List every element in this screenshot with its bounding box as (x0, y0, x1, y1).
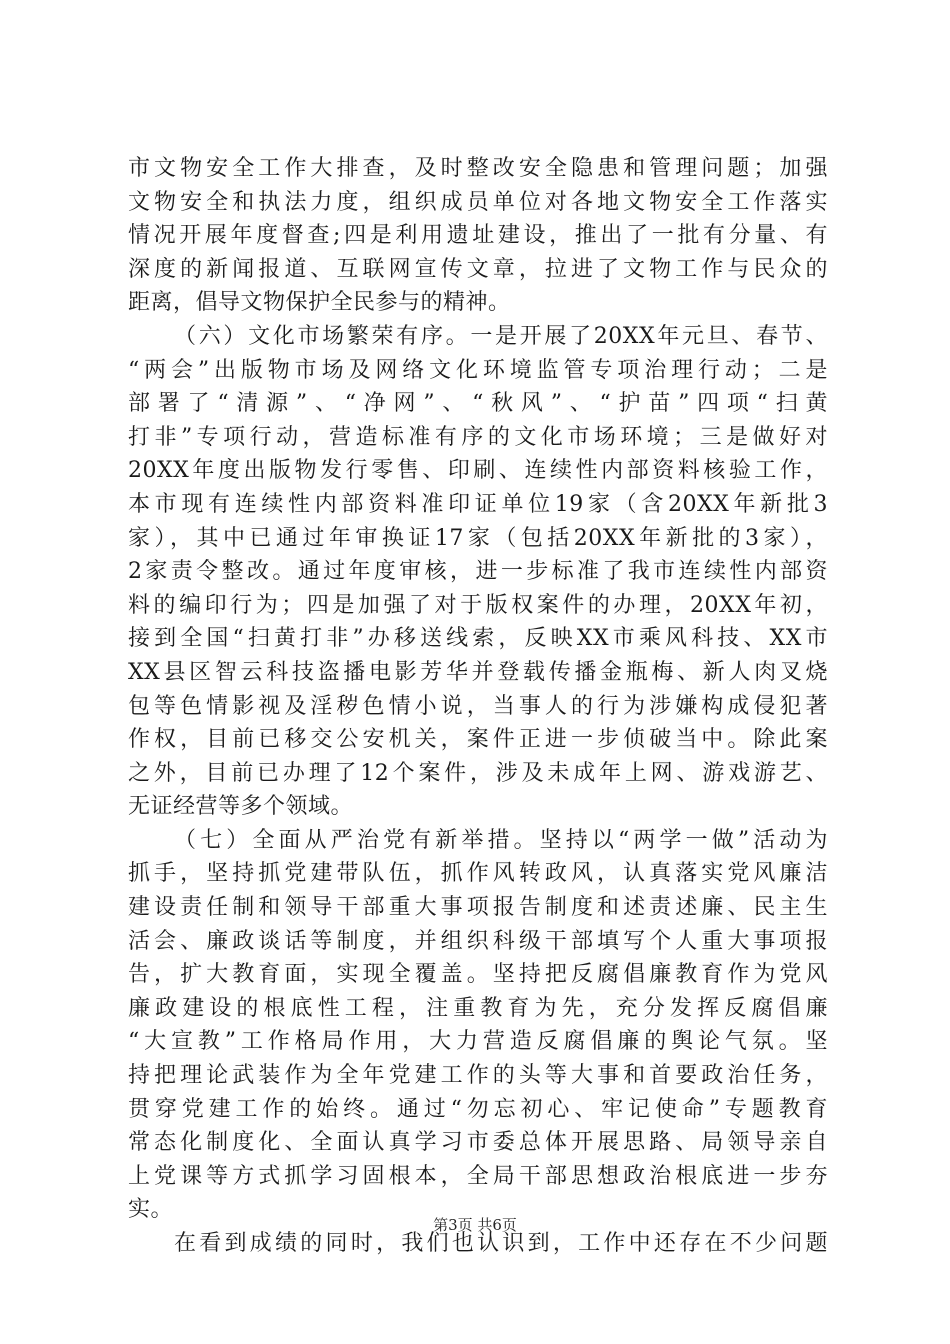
text-line: “两会”出版物市场及网络文化环境监管专项治理行动；二是 (128, 357, 828, 383)
text-line: 之外，目前已办理了12个案件，涉及未成年上网、游戏游艺、 (128, 760, 828, 786)
text-line: 深度的新闻报道、互联网宣传文章，拉进了文物工作与民众的 (128, 256, 828, 282)
text-line: 常态化制度化、全面认真学习市委总体开展思路、局领导亲自 (128, 1130, 828, 1156)
text-line: 包等色情影视及淫秽色情小说，当事人的行为涉嫌构成侵犯著 (128, 693, 828, 719)
text-line: 持把理论武装作为全年党建工作的头等大事和首要政治任务， (128, 1063, 828, 1089)
page-number-footer: 第3页 共6页 (433, 1216, 517, 1234)
text-line: XX县区智云科技盗播电影芳华并登载传播金瓶梅、新人肉叉烧 (128, 659, 828, 685)
text-line: 上党课等方式抓学习固根本，全局干部思想政治根底进一步夯 (128, 1163, 828, 1189)
text-line: 接到全国“扫黄打非”办移送线索，反映XX市乘风科技、XX市 (128, 626, 828, 652)
text-line: 家），其中已通过年审换证17家（包括20XX年新批的3家）， (128, 525, 828, 551)
text-line: 建设责任制和领导干部重大事项报告制度和述责述廉、民主生 (128, 895, 828, 921)
text-line: 作权，目前已移交公安机关，案件正进一步侦破当中。除此案 (128, 727, 828, 753)
text-line: 部署了“清源”、“净网”、“秋风”、“护苗”四项“扫黄 (128, 391, 828, 417)
text-line: 距离，倡导文物保护全民参与的精神。 (128, 290, 511, 316)
text-line: 告，扩大教育面，实现全覆盖。坚持把反腐倡廉教育作为党风 (128, 962, 828, 988)
text-line: “大宣教”工作格局作用，大力营造反腐倡廉的舆论气氛。坚 (128, 1029, 828, 1055)
text-line: 料的编印行为；四是加强了对于版权案件的办理，20XX年初， (128, 592, 828, 618)
paragraph-six-heading-line: （六）文化市场繁荣有序。一是开展了20XX年元旦、春节、 (174, 323, 828, 349)
text-line: 本市现有连续性内部资料准印证单位19家（含20XX年新批3 (128, 491, 828, 517)
text-line: 抓手，坚持抓党建带队伍，抓作风转政风，认真落实党风廉洁 (128, 861, 828, 887)
text-line: 打非”专项行动，营造标准有序的文化市场环境；三是做好对 (128, 424, 828, 450)
text-line: 实。 (128, 1197, 174, 1223)
text-line: 2家责令整改。通过年度审核，进一步标准了我市连续性内部资 (128, 559, 828, 585)
text-line: 20XX年度出版物发行零售、印刷、连续性内部资料核验工作， (128, 458, 828, 484)
text-line: 廉政建设的根底性工程，注重教育为先，充分发挥反腐倡廉 (128, 995, 828, 1021)
paragraph-seven-heading-line: （七）全面从严治党有新举措。坚持以“两学一做”活动为 (174, 827, 828, 853)
document-body (128, 152, 828, 1261)
text-line: 贯穿党建工作的始终。通过“勿忘初心、牢记使命”专题教育 (128, 1096, 828, 1122)
text-line: 无证经营等多个领域。 (128, 794, 354, 820)
text-line: 文物安全和执法力度，组织成员单位对各地文物安全工作落实 (128, 189, 828, 215)
text-line: 市文物安全工作大排查，及时整改安全隐患和管理问题；加强 (128, 156, 828, 181)
text-line: 活会、廉政谈话等制度，并组织科级干部填写个人重大事项报 (128, 928, 828, 954)
text-line: 情况开展年度督查;四是利用遗址建设，推出了一批有分量、有 (128, 223, 828, 249)
closing-paragraph-line: 在看到成绩的同时，我们也认识到，工作中还存在不少问题 (174, 1231, 828, 1256)
